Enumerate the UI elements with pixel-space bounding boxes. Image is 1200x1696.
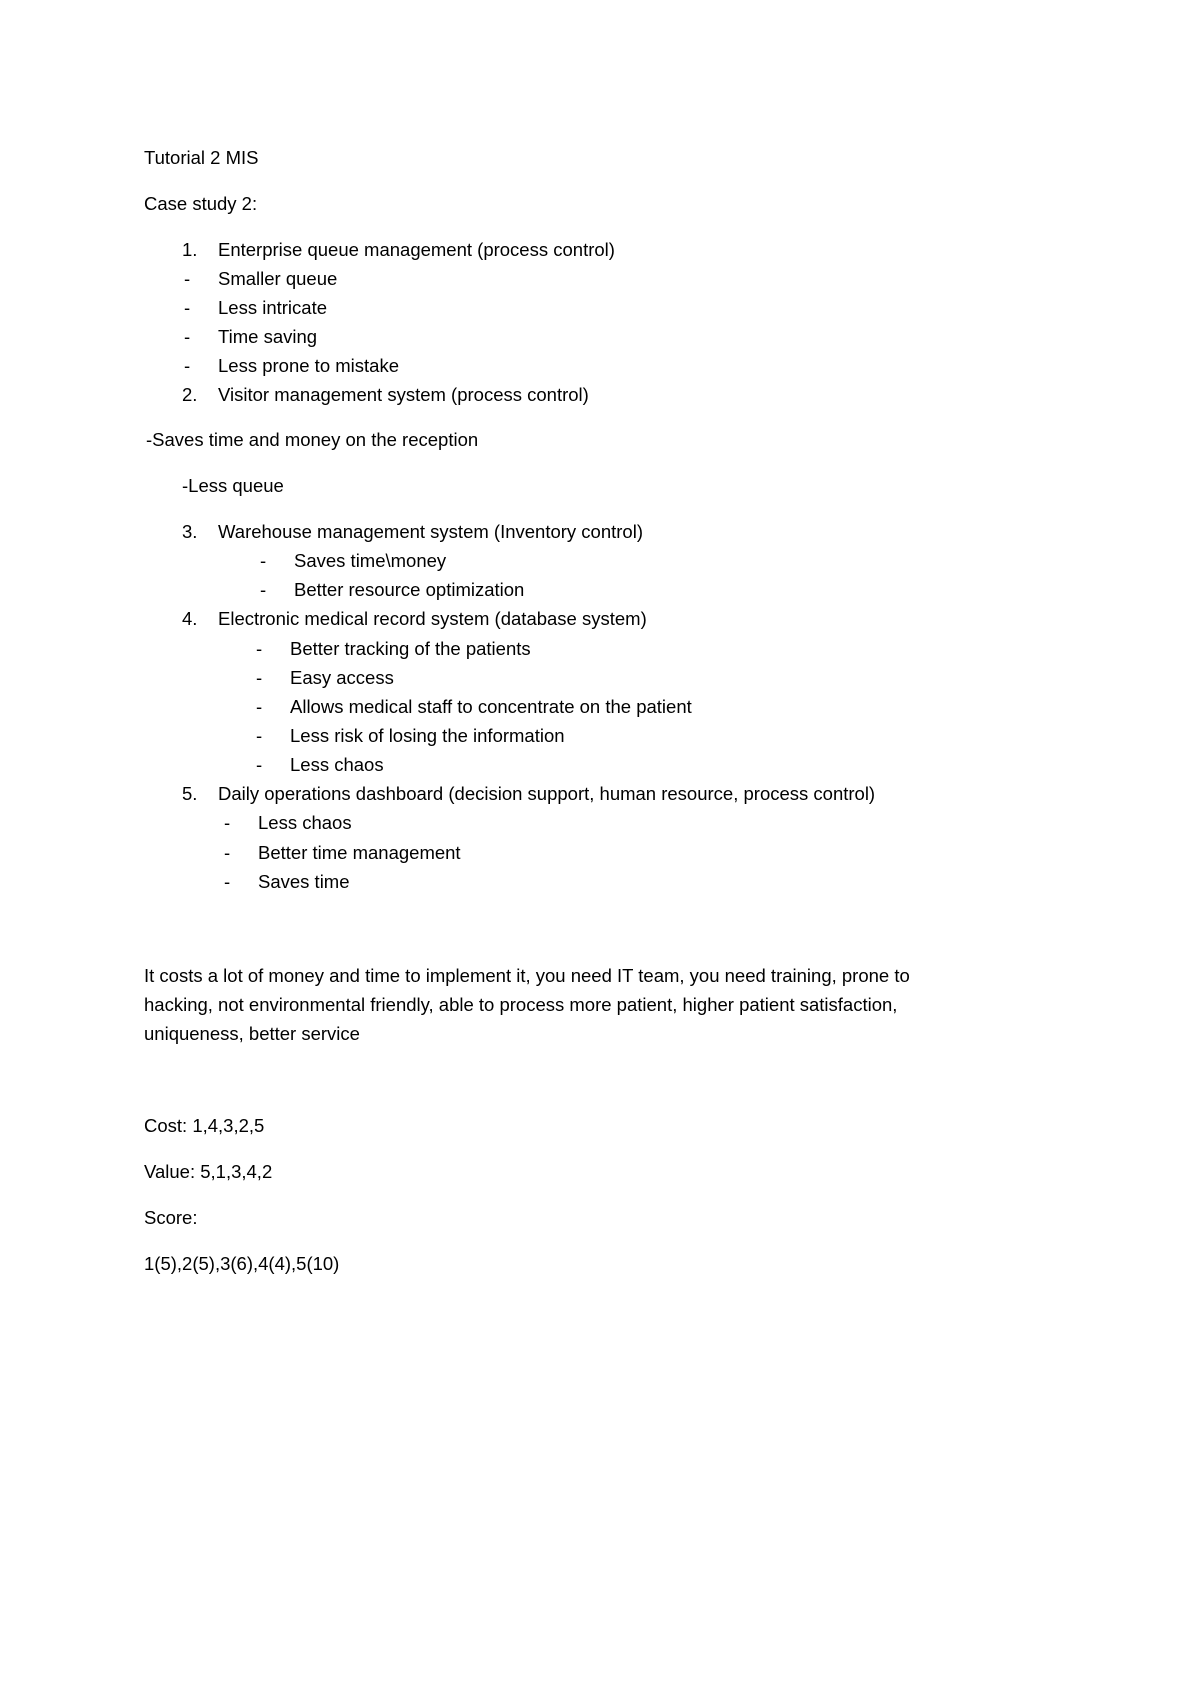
score-label: Score:: [144, 1207, 198, 1228]
list-item: Better resource optimization: [294, 579, 525, 600]
case-study-heading: Case study 2:: [144, 193, 258, 214]
bullet-dash: -: [184, 355, 191, 376]
list-item: Less chaos: [258, 812, 352, 833]
score-values: 1(5),2(5),3(6),4(4),5(10): [144, 1253, 340, 1274]
bullet-dash: -: [256, 696, 263, 717]
bullet-dash: -: [184, 268, 191, 289]
list-item-heading: Visitor management system (process control): [218, 384, 589, 405]
list-item: Less risk of losing the information: [290, 725, 565, 746]
bullet-dash: -: [256, 725, 263, 746]
bullet-dash: -: [224, 871, 231, 892]
bullet-dash: -: [256, 638, 263, 659]
list-item: Less intricate: [218, 297, 327, 318]
bullet-dash: -: [184, 326, 191, 347]
paragraph-line: hacking, not environmental friendly, able to process more patient, higher patient satisfaction,: [144, 994, 898, 1015]
list-number: 5.: [182, 783, 198, 804]
list-number: 1.: [182, 239, 198, 260]
list-item: Less prone to mistake: [218, 355, 399, 376]
list-item-heading: Electronic medical record system (database system): [218, 608, 647, 629]
list-item: Time saving: [218, 326, 318, 347]
paragraph-line: It costs a lot of money and time to implement it, you need IT team, you need training, prone to: [144, 965, 910, 986]
bullet-dash: -: [224, 842, 231, 863]
bullet-dash: -: [256, 667, 263, 688]
list-item: Easy access: [290, 667, 394, 688]
bullet-dash: -: [184, 297, 191, 318]
list-number: 4.: [182, 608, 198, 629]
document-title: Tutorial 2 MIS: [144, 147, 259, 168]
cost-line: Cost: 1,4,3,2,5: [144, 1115, 265, 1136]
list-item: Saves time: [258, 871, 350, 892]
bullet-dash: -: [256, 754, 263, 775]
list-item-heading: Daily operations dashboard (decision support, human resource, process control): [218, 783, 876, 804]
list-item: Smaller queue: [218, 268, 338, 289]
bullet-dash: -: [260, 579, 267, 600]
list-number: 3.: [182, 521, 198, 542]
list-item: Better time management: [258, 842, 461, 863]
bullet-dash: -: [260, 550, 267, 571]
paragraph-line: uniqueness, better service: [144, 1023, 360, 1044]
list-item: -Saves time and money on the reception: [146, 429, 479, 450]
list-item-heading: Enterprise queue management (process control): [218, 239, 615, 260]
list-number: 2.: [182, 384, 198, 405]
list-item: -Less queue: [182, 475, 284, 496]
list-item: Less chaos: [290, 754, 384, 775]
bullet-dash: -: [224, 812, 231, 833]
list-item: Allows medical staff to concentrate on the patient: [290, 696, 692, 717]
list-item: Saves time\money: [294, 550, 447, 571]
value-line: Value: 5,1,3,4,2: [144, 1161, 273, 1182]
list-item: Better tracking of the patients: [290, 638, 531, 659]
list-item-heading: Warehouse management system (Inventory control): [218, 521, 643, 542]
